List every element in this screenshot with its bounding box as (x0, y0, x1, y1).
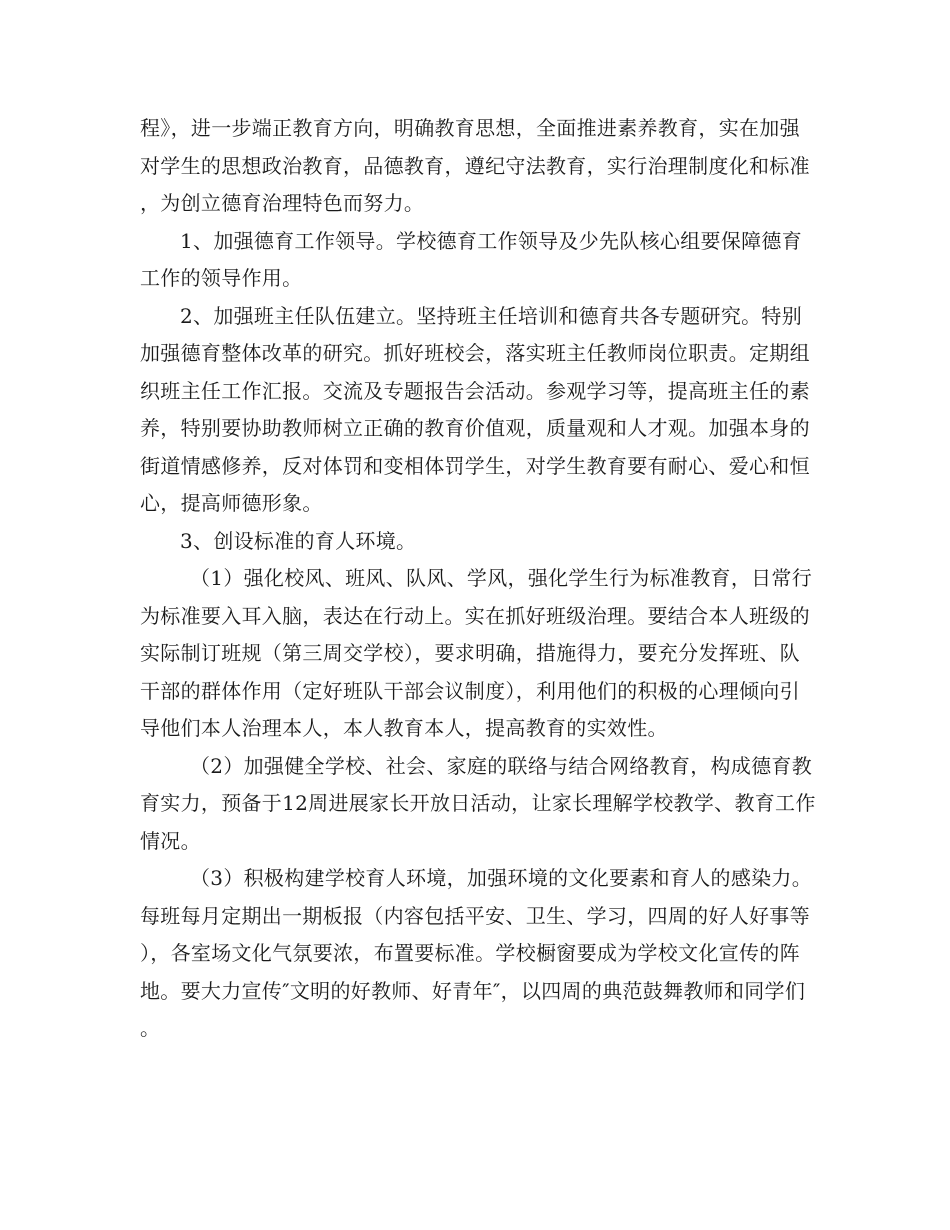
paragraph-subitem-3: （3）积极构建学校育人环境，加强环境的文化要素和育人的感染力。每班每月定期出一期板报（内容包括平安、卫生、学习，四周的好人好事等），各室场文化气氛要浓，布置要标准。学校橱窗要成为学校文化宣传的阵地。要大力宣传″文明的好教师、好青年″，以四周的典范鼓舞教师和同学们。 (140, 866, 813, 1040)
paragraph-item-1: 1、加强德育工作领导。学校德育工作领导及少先队核心组要保障德育工作的领导作用。 (140, 228, 803, 290)
paragraph-item-2: 2、加强班主任队伍建立。坚持班主任培训和德育共各专题研究。特别加强德育整体改革的研究。抓好班校会，落实班主任教师岗位职责。定期组织班主任工作汇报。交流及专题报告会活动。参观学习等，提高班主任的素养，特别要协助教师树立正确的教育价值观，质量观和人才观。加强本身的街道情感修养，反对体罚和变相体罚学生，对学生教育要有耐心、爱心和恒心，提高师德形象。 (140, 303, 810, 515)
paragraph-subitem-2: （2）加强健全学校、社会、家庭的联络与结合网络教育，构成德育教育实力，预备于12周进展家长开放日活动，让家长理解学校教学、教育工作情况。 (140, 753, 816, 853)
paragraph-continuation: 程》，进一步端正教育方向，明确教育思想，全面推进素养教育，实在加强对学生的思想政治教育，品德教育，遵纪守法教育，实行治理制度化和标准，为创立德育治理特色而努力。 (140, 116, 810, 215)
paragraph-item-3: 3、创设标准的育人环境。 (180, 528, 417, 553)
paragraph-subitem-1: （1）强化校风、班风、队风、学风，强化学生行为标准教育，日常行为标准要入耳入脑，表达在行动上。实在抓好班级治理。要结合本人班级的实际制订班规（第三周交学校），要求明确，措施得力，要充分发挥班、队干部的群体作用（定好班队干部会议制度），利用他们的积极的心理倾向引导他们本人治理本人，本人教育本人，提高教育的实效性。 (140, 566, 813, 740)
document-body (140, 110, 820, 1048)
